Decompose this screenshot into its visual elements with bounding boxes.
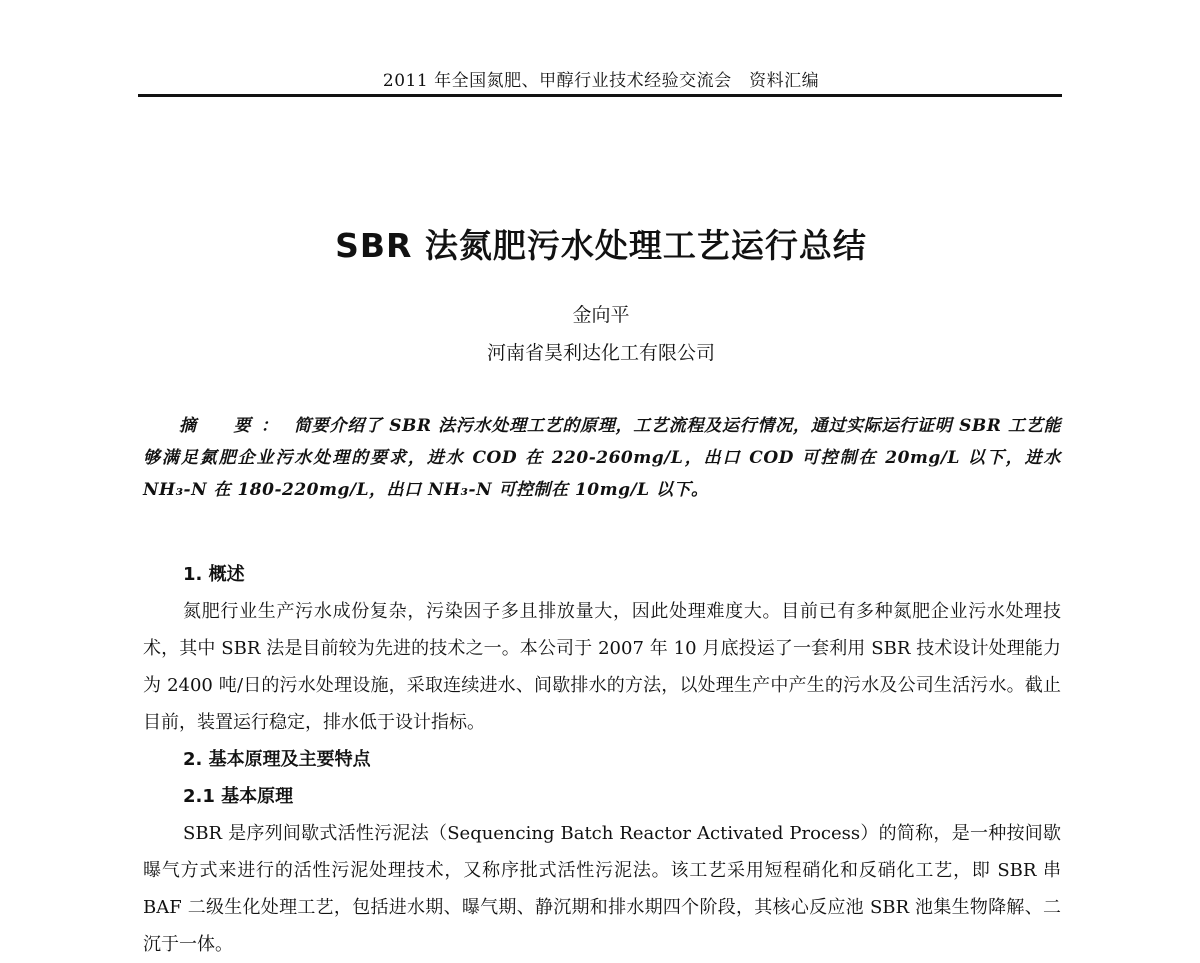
section-2-1-paragraph: SBR 是序列间歇式活性污泥法（Sequencing Batch Reactor Activated Process）的简称，是一种按间歇曝气方式来进行的活性污泥处理技术，又称序批式活性污泥法。该工艺采用短程硝化和反硝化工艺，即 SBR 串 BAF 二级生化处理工艺，包括进水期、曝气期、静沉期和排水期四个阶段，其核心反应池 SBR 池集生物降解、二沉于一体。	[143, 823, 1061, 955]
section-heading-1: 1. 概述	[183, 564, 245, 585]
section-heading-2: 2. 基本原理及主要特点	[183, 749, 371, 770]
abstract-label: 摘 要：	[179, 416, 288, 436]
author-affiliation: 河南省昊利达化工有限公司	[486, 342, 715, 364]
section-1-paragraph: 氮肥行业生产污水成份复杂，污染因子多且排放量大，因此处理难度大。目前已有多种氮肥企业污水处理技术，其中 SBR 法是目前较为先进的技术之一。本公司于 2007 年 10 月底投运了一套利用 SBR 技术设计处理能力为 2400 吨/日的污水处理设施，采取连续进水、间歇排水的方法，以处理生产中产生的污水及公司生活污水。截止目前，装置运行稳定，排水低于设计指标。	[143, 601, 1061, 733]
paper-title: SBR 法氮肥污水处理工艺运行总结	[335, 226, 867, 265]
section-heading-2-1: 2.1 基本原理	[183, 786, 294, 807]
author-name: 金向平	[572, 304, 630, 326]
header-rule	[138, 94, 1062, 97]
body-text	[143, 556, 1061, 963]
abstract	[143, 410, 1061, 506]
running-header: 2011 年全国氮肥、甲醇行业技术经验交流会 资料汇编	[382, 71, 820, 91]
abstract-text: 简要介绍了 SBR 法污水处理工艺的原理，工艺流程及运行情况，通过实际运行证明 SBR 工艺能够满足氮肥企业污水处理的要求，进水 COD 在 220-260mg/L，出口 COD 可控制在 20mg/L 以下，进水 NH₃-N 在 180-220mg/L，出口 NH₃-N 可控制在 10mg/L 以下。	[143, 416, 1061, 500]
